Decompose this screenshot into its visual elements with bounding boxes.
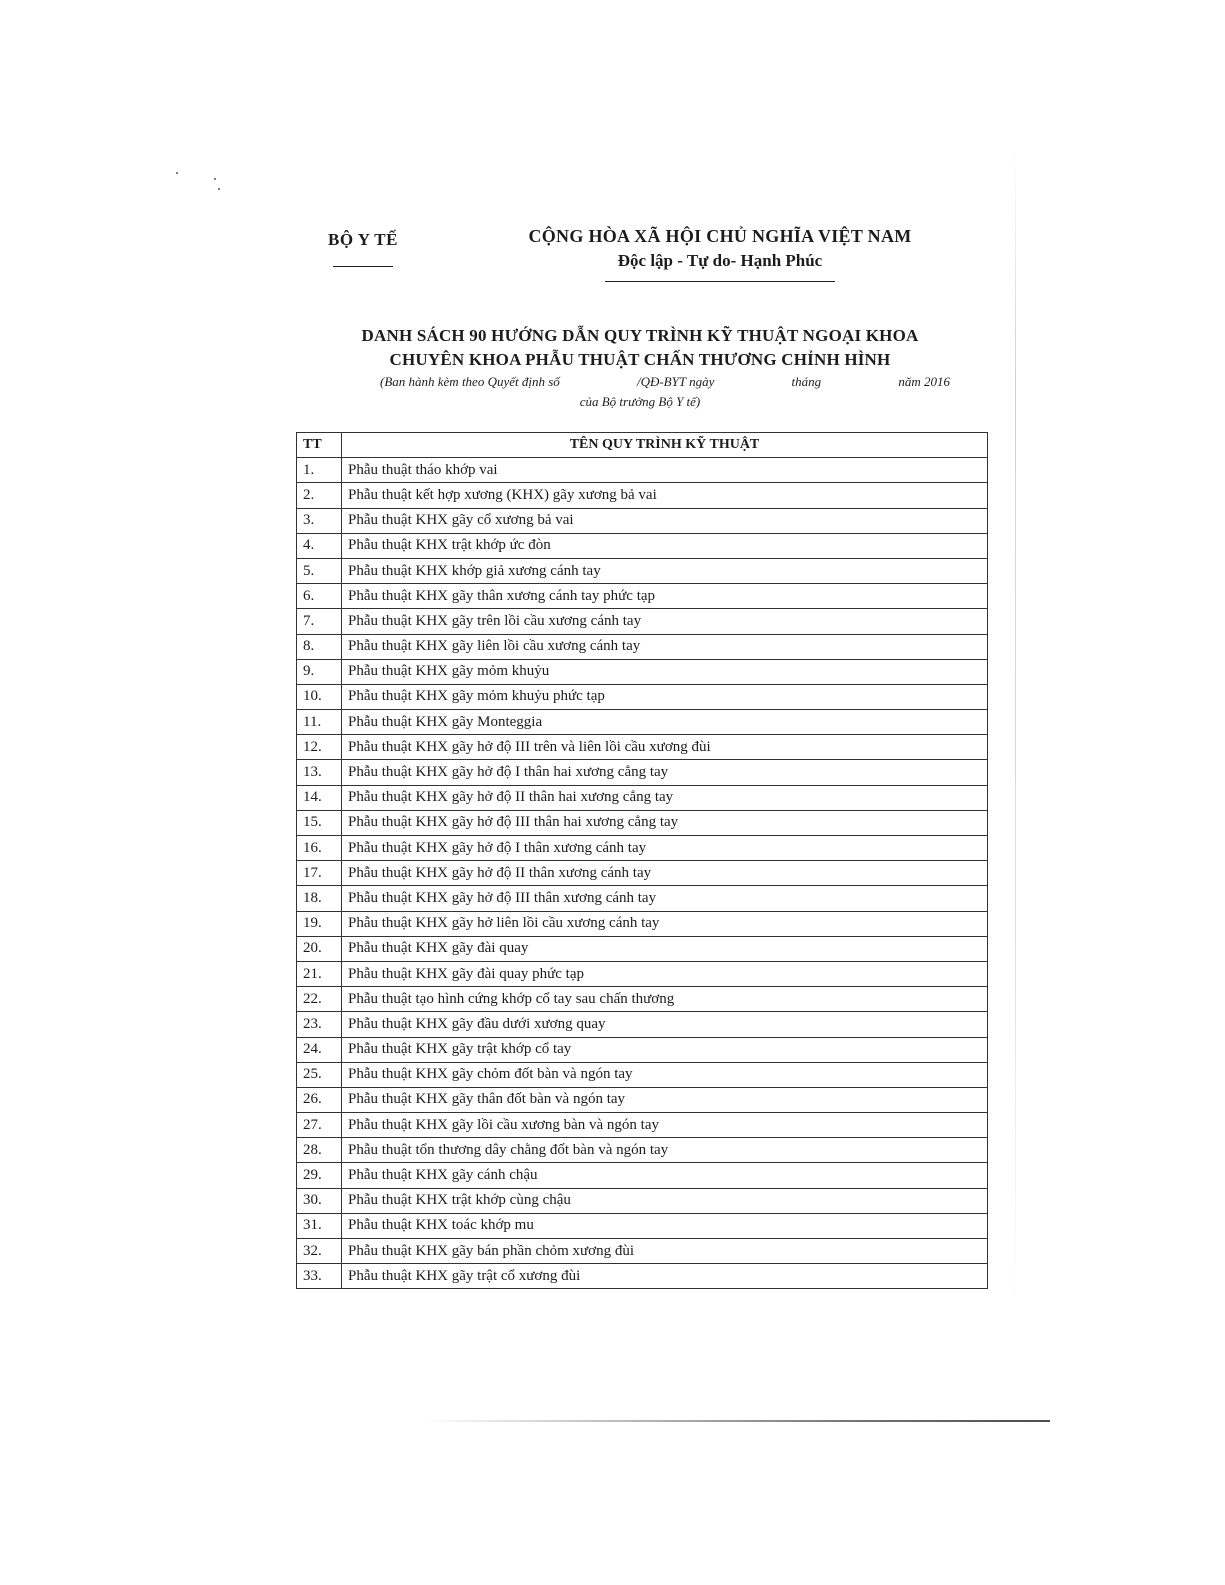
procedure-name: Phẫu thuật KHX trật khớp cùng chậu <box>342 1188 988 1213</box>
table-row <box>297 584 988 609</box>
republic-name: CỘNG HÒA XÃ HỘI CHỦ NGHĨA VIỆT NAM <box>528 226 912 246</box>
procedure-name: Phẫu thuật KHX gãy trật khớp cổ tay <box>342 1037 988 1062</box>
table-row <box>297 987 988 1012</box>
row-number: 32. <box>297 1239 342 1264</box>
row-number: 4. <box>297 533 342 558</box>
table-row <box>297 458 988 483</box>
row-number: 13. <box>297 760 342 785</box>
table-row <box>297 634 988 659</box>
table-row <box>297 533 988 558</box>
subtitle-month: tháng <box>791 374 822 389</box>
table-row <box>297 1239 988 1264</box>
table-row <box>297 1012 988 1037</box>
row-number: 10. <box>297 684 342 709</box>
row-number: 23. <box>297 1012 342 1037</box>
ministry-name: BỘ Y TẾ <box>328 230 398 249</box>
table-row <box>297 961 988 986</box>
table-row <box>297 886 988 911</box>
row-number: 20. <box>297 936 342 961</box>
table-row <box>297 836 988 861</box>
procedure-name: Phẫu thuật KHX gãy Monteggia <box>342 710 988 735</box>
subtitle-decision: (Ban hành kèm theo Quyết định số <box>380 374 560 389</box>
procedure-name: Phẫu thuật KHX khớp giả xương cánh tay <box>342 558 988 583</box>
document-title-line1: DANH SÁCH 90 HƯỚNG DẪN QUY TRÌNH KỸ THUẬT NGOẠI KHOA <box>361 326 919 345</box>
procedure-name: Phẫu thuật KHX trật khớp ức đòn <box>342 533 988 558</box>
table-row <box>297 1264 988 1289</box>
table-row <box>297 1113 988 1138</box>
row-number: 14. <box>297 785 342 810</box>
table-row <box>297 508 988 533</box>
row-number: 28. <box>297 1138 342 1163</box>
procedure-name: Phẫu thuật KHX gãy cánh chậu <box>342 1163 988 1188</box>
table-row <box>297 936 988 961</box>
table-row <box>297 659 988 684</box>
row-number: 7. <box>297 609 342 634</box>
header-national-block <box>490 226 950 282</box>
procedure-name: Phẫu thuật KHX gãy hở độ III trên và liên lồi cầu xương đùi <box>342 735 988 760</box>
national-motto: Độc lập - Tự do- Hạnh Phúc <box>617 251 823 270</box>
row-number: 16. <box>297 836 342 861</box>
procedure-name: Phẫu thuật KHX gãy trật cổ xương đùi <box>342 1264 988 1289</box>
table-row <box>297 760 988 785</box>
table-row <box>297 785 988 810</box>
procedure-name: Phẫu thuật KHX gãy đài quay <box>342 936 988 961</box>
column-header-tt: TT <box>297 433 342 458</box>
table-row <box>297 911 988 936</box>
row-number: 8. <box>297 634 342 659</box>
row-number: 26. <box>297 1087 342 1112</box>
row-number: 22. <box>297 987 342 1012</box>
row-number: 6. <box>297 584 342 609</box>
table-row <box>297 558 988 583</box>
procedure-name: Phẫu thuật KHX gãy cổ xương bả vai <box>342 508 988 533</box>
row-number: 9. <box>297 659 342 684</box>
procedure-name: Phẫu thuật KHX gãy hở liên lồi cầu xương cánh tay <box>342 911 988 936</box>
procedure-name: Phẫu thuật KHX gãy thân đốt bàn và ngón tay <box>342 1087 988 1112</box>
procedure-name: Phẫu thuật KHX gãy đầu dưới xương quay <box>342 1012 988 1037</box>
scan-noise <box>170 168 230 198</box>
procedure-name: Phẫu thuật KHX gãy trên lồi cầu xương cánh tay <box>342 609 988 634</box>
procedure-name: Phẫu thuật KHX gãy hở độ III thân hai xương cẳng tay <box>342 810 988 835</box>
row-number: 33. <box>297 1264 342 1289</box>
table-row <box>297 1037 988 1062</box>
table-row <box>297 1163 988 1188</box>
row-number: 15. <box>297 810 342 835</box>
row-number: 3. <box>297 508 342 533</box>
procedure-name: Phẫu thuật KHX gãy hở độ II thân hai xương cẳng tay <box>342 785 988 810</box>
table-row <box>297 483 988 508</box>
table-row <box>297 609 988 634</box>
row-number: 11. <box>297 710 342 735</box>
table-row <box>297 810 988 835</box>
ministry-underline <box>333 266 393 267</box>
procedure-name: Phẫu thuật KHX gãy mỏm khuỷu phức tạp <box>342 684 988 709</box>
procedure-name: Phẫu thuật KHX gãy liên lồi cầu xương cánh tay <box>342 634 988 659</box>
row-number: 21. <box>297 961 342 986</box>
row-number: 1. <box>297 458 342 483</box>
row-number: 27. <box>297 1113 342 1138</box>
document-title-block <box>300 324 980 412</box>
table-row <box>297 1213 988 1238</box>
table-row <box>297 710 988 735</box>
procedure-name: Phẫu thuật KHX toác khớp mu <box>342 1213 988 1238</box>
document-title-line2: CHUYÊN KHOA PHẪU THUẬT CHẤN THƯƠNG CHỈNH HÌNH <box>389 350 891 369</box>
row-number: 19. <box>297 911 342 936</box>
document-subtitle-line2: của Bộ trưởng Bộ Y tế) <box>579 394 701 409</box>
procedure-name: Phẫu thuật KHX gãy hở độ I thân hai xương cẳng tay <box>342 760 988 785</box>
motto-underline <box>605 281 835 282</box>
table-row <box>297 684 988 709</box>
procedure-name: Phẫu thuật KHX gãy hở độ II thân xương cánh tay <box>342 861 988 886</box>
document-subtitle-line1 <box>300 372 980 392</box>
procedure-name: Phẫu thuật KHX gãy lồi cầu xương bàn và ngón tay <box>342 1113 988 1138</box>
table-body <box>297 458 988 1289</box>
column-header-name: TÊN QUY TRÌNH KỸ THUẬT <box>342 433 988 458</box>
procedure-name: Phẫu thuật KHX gãy thân xương cánh tay phức tạp <box>342 584 988 609</box>
table-row <box>297 1087 988 1112</box>
row-number: 18. <box>297 886 342 911</box>
procedure-name: Phẫu thuật KHX gãy hở độ I thân xương cánh tay <box>342 836 988 861</box>
table-row <box>297 1062 988 1087</box>
row-number: 5. <box>297 558 342 583</box>
procedure-name: Phẫu thuật KHX gãy mỏm khuỷu <box>342 659 988 684</box>
row-number: 29. <box>297 1163 342 1188</box>
procedure-table <box>296 432 988 1289</box>
subtitle-decision-number: /QĐ-BYT ngày <box>636 374 715 389</box>
table-row <box>297 1138 988 1163</box>
procedure-name: Phẫu thuật KHX gãy đài quay phức tạp <box>342 961 988 986</box>
row-number: 2. <box>297 483 342 508</box>
procedure-name: Phẫu thuật kết hợp xương (KHX) gãy xương bả vai <box>342 483 988 508</box>
table-row <box>297 735 988 760</box>
row-number: 24. <box>297 1037 342 1062</box>
procedure-name: Phẫu thuật tháo khớp vai <box>342 458 988 483</box>
scan-edge-bottom <box>420 1420 1050 1422</box>
procedure-name: Phẫu thuật KHX gãy bán phần chỏm xương đùi <box>342 1239 988 1264</box>
procedure-name: Phẫu thuật tổn thương dây chằng đốt bàn và ngón tay <box>342 1138 988 1163</box>
row-number: 25. <box>297 1062 342 1087</box>
table-header-row <box>297 433 988 458</box>
table-row <box>297 861 988 886</box>
header-ministry-block <box>308 230 418 267</box>
subtitle-year: năm 2016 <box>898 374 950 389</box>
procedure-name: Phẫu thuật KHX gãy chỏm đốt bàn và ngón tay <box>342 1062 988 1087</box>
procedure-name: Phẫu thuật KHX gãy hở độ III thân xương cánh tay <box>342 886 988 911</box>
scan-edge-right <box>1015 145 1016 1315</box>
procedure-name: Phẫu thuật tạo hình cứng khớp cổ tay sau chấn thương <box>342 987 988 1012</box>
row-number: 12. <box>297 735 342 760</box>
row-number: 30. <box>297 1188 342 1213</box>
row-number: 17. <box>297 861 342 886</box>
row-number: 31. <box>297 1213 342 1238</box>
table-row <box>297 1188 988 1213</box>
